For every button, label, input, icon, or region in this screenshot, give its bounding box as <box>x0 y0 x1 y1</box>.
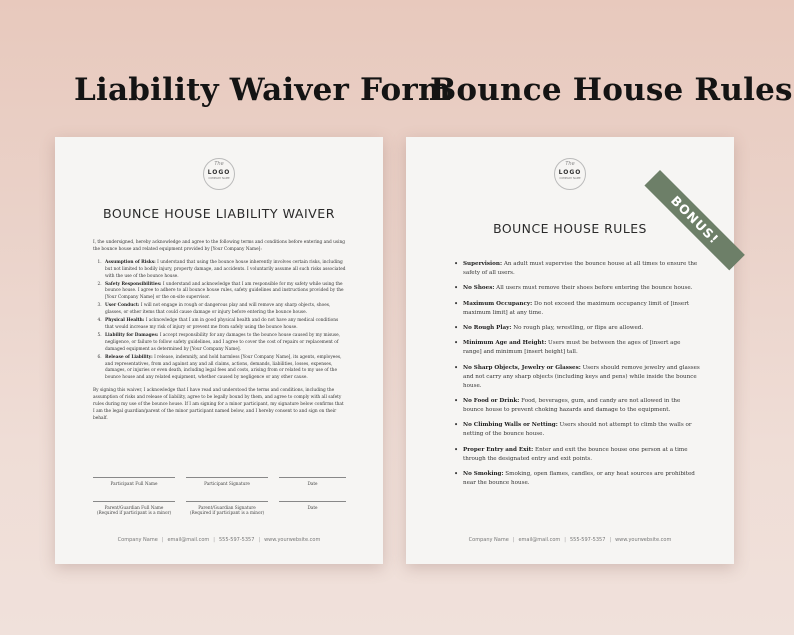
rules-footer: Company Name | email@mail.com | 555-597-5357 | www.yourwebsite.com <box>468 537 672 543</box>
bonus-ribbon: BONUS! <box>644 170 744 270</box>
rule-item: • No Sharp Objects, Jewelry or Glasses: Users should remove jewelry and glasses and not carry any sharp objects (including keys and pens) while inside the bounce house. <box>454 363 700 389</box>
rules-title: BOUNCE HOUSE RULES <box>493 221 647 236</box>
logo-emblem <box>554 158 586 190</box>
rule-item: • No Shoes: All users must remove their shoes before entering the bounce house. <box>454 284 693 293</box>
logo-script: The <box>214 161 224 167</box>
waiver-term: 4. Physical Health: I acknowledge that I am in good physical health and do not have any medical conditions that would increase my risk of injury or prevent me from safely using the bounce house. <box>103 318 346 332</box>
waiver-intro: I, the undersigned, hereby acknowledge and agree to the following terms and conditions before entering and using the bounce house and related equipment provided by [Your Company Name]: <box>93 240 345 252</box>
heading-liability-waiver: Liability Waiver Form <box>74 72 451 108</box>
waiver-term: 3. User Conduct: I will not engage in rough or dangerous play and will remove any sharp objects, shoes, glasses, or other items that could cause damage or injury before entering the bounce house. <box>103 303 346 317</box>
waiver-term: 6. Release of Liability: I release, indemnify, and hold harmless [Your Company Name], its agents, employees, and representatives, from and against any and all claims, actions, demands, liabilities, losses, expenses, damages, or injuries or even death, including legal fees and costs, arising from or related to my use of the bounce house and any related equipment, whether caused by negligence or any other cause. <box>103 355 346 383</box>
rule-item: • Minimum Age and Height: Users must be between the ages of [insert age range] and minimum [insert height] tall. <box>454 339 681 356</box>
rule-item: • Maximum Occupancy: Do not exceed the maximum occupancy limit of [insert maximum limit] at any time. <box>454 299 690 316</box>
waiver-page <box>55 137 383 564</box>
logo-script: The <box>565 161 575 167</box>
logo-emblem <box>203 158 235 190</box>
waiver-term: 1. Assumption of Risks: I understand that using the bounce house inherently involves certain risks, including but not limited to bodily injury, property damage, and accidents. I voluntarily assume all such risks associated with the use of the bounce house. <box>103 260 346 281</box>
logo-word: LOGO <box>558 169 582 176</box>
rule-item: • Proper Entry and Exit: Enter and exit the bounce house one person at a time through the designated entry and exit points. <box>454 445 688 462</box>
waiver-term: 5. Liability for Damages: I accept responsibility for any damages to the bounce house caused by my misuse, negligence, or failure to follow safety guidelines, and I agree to cover the cost of repairs or replacement of damaged equipment as determined by [Your Company Name]. <box>103 333 346 354</box>
rule-item: • No Food or Drink: Food, beverages, gum, and candy are not allowed in the bounce house to prevent choking hazards and damage to the equipment. <box>454 396 681 413</box>
rule-item: • Supervision: An adult must supervise the bounce house at all times to ensure the safety of all users. <box>454 260 698 276</box>
participant-signature-field[interactable]: Participant Signature <box>186 477 268 486</box>
logo-word: LOGO <box>207 169 231 176</box>
logo-sub: COMPANY NAME <box>559 177 581 180</box>
participant-name-field[interactable]: Participant Full Name <box>93 477 175 486</box>
participant-signature-row <box>93 477 346 497</box>
guardian-date-field[interactable]: Date <box>279 501 346 510</box>
waiver-terms-list <box>93 260 346 382</box>
waiver-term: 2. Safety Responsibilities: I understand and acknowledge that I am responsible for my safety while using the bounce house. I agree to adhere to all bounce house rules, safety guidelines and instructions provided by the [Your Company Name] or the on-site supervisor. <box>103 282 346 303</box>
rules-list <box>453 260 700 494</box>
guardian-name-field[interactable]: Parent/Guardian Full Name (Required if participant is a minor) <box>93 501 175 515</box>
heading-bounce-house-rules: Bounce House Rules <box>430 72 793 108</box>
waiver-closing: By signing this waiver, I acknowledge that I have read and understood the terms and conditions, including the assumption of risks and release of liability, agree to be legally bound by them, and agree to comply with all safety rules during my use of the bounce house. If I am signing for a minor participant, my signature below confirms that I am the legal guardian/parent of the minor participant named below, and I hereby consent to and sign on their behalf. <box>93 388 344 421</box>
logo-sub: COMPANY NAME <box>208 177 230 180</box>
waiver-body <box>93 240 346 429</box>
rule-item: • No Rough Play: No rough play, wrestling, or flips are allowed. <box>454 324 644 333</box>
waiver-footer: Company Name | email@mail.com | 555-597-5357 | www.yourwebsite.com <box>117 537 321 543</box>
rule-item: • No Smoking: Smoking, open flames, candles, or any heat sources are prohibited near the bounce house. <box>454 469 695 486</box>
participant-date-field[interactable]: Date <box>279 477 346 486</box>
waiver-title: BOUNCE HOUSE LIABILITY WAIVER <box>102 206 335 221</box>
guardian-signature-field[interactable]: Parent/Guardian Signature (Required if participant is a minor) <box>186 501 268 515</box>
rule-item: • No Climbing Walls or Netting: Users should not attempt to climb the walls or netting of the bounce house. <box>454 421 692 438</box>
guardian-signature-row <box>93 501 346 521</box>
